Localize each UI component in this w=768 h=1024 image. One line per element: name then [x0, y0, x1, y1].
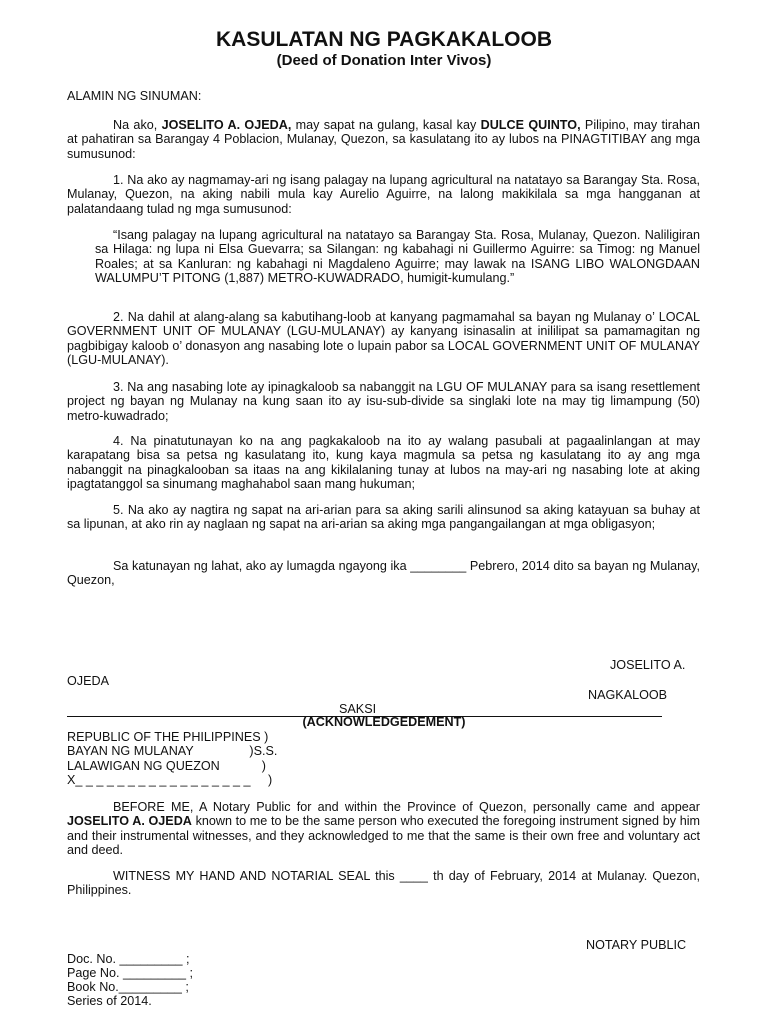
notary-public-label: NOTARY PUBLIC [586, 938, 687, 952]
item-5: 5. Na ako ay nagtira ng sapat na ari-arian para sa aking sarili alinsunod sa aking katayuan sa buhay at sa lipunan, at ako rin ay naglaan ng sapat na ari-arian sa aking mga pangangailangan at mga obligasyon; [67, 503, 700, 532]
venue-line: REPUBLIC OF THE PHILIPPINES ) [67, 730, 269, 744]
intro-paragraph [67, 118, 700, 161]
signatory-name-cont: OJEDA [67, 674, 109, 688]
intro-text: may sapat na gulang, kasal kay [291, 118, 481, 132]
series-year: Series of 2014. [67, 994, 152, 1008]
witness-label: SAKSI [339, 702, 377, 716]
venue-line: X_ _ _ _ _ _ _ _ _ _ _ _ _ _ _ _ _ ) [67, 773, 273, 787]
intro-text: Pilipino, may tirahan at pahatiran sa Barangay 4 Poblacion, Mulanay, Quezon, sa kasulatang ito ay lubos na PINAGTITIBAY ang mga sumusunod: [67, 118, 700, 161]
signatory-role: NAGKALOOB [588, 688, 668, 702]
ack-text: BEFORE ME, A Notary Public for and within the Province of Quezon, personally came and appear [113, 800, 700, 814]
spouse-name: DULCE QUINTO, [480, 118, 581, 132]
venue-line: BAYAN NG MULANAY )S.S. [67, 744, 278, 758]
appearing-party-name: JOSELITO A. OJEDA [67, 814, 192, 829]
acknowledgement-heading: (ACKNOWLEDGEDEMENT) [302, 715, 466, 729]
venue-line: LALAWIGAN NG QUEZON ) [67, 759, 266, 773]
document-subtitle: (Deed of Donation Inter Vivos) [276, 52, 492, 69]
item-1: 1. Na ako ay nagmamay-ari ng isang palagay na lupang agricultural na natatayo sa Barangay Sta. Rosa, Mulanay, Quezon, na aking nabili mula kay Aurelio Aguirre, na lalong makikilala sa mga hangganan at palatandaang tulad ng mga sumusunod: [67, 173, 700, 216]
document-title: KASULATAN NG PAGKAKALOOB [216, 28, 552, 51]
donor-name: JOSELITO A. OJEDA, [161, 118, 292, 132]
item-2: 2. Na dahil at alang-alang sa kabutihang-loob at kanyang pagmamahal sa bayan ng Mulanay o’ LOCAL GOVERNMENT UNIT OF MULANAY (LGU-MULANAY) ay kanyang isinasalin at inililipat sa pamamagitan ng pagbibigay kaloob o’ donasyon ang nasabing lote o lupain pabor sa LOCAL GOVERNMENT UNIT OF MULANAY (LGU-MULANAY). [67, 310, 700, 368]
doc-number: Doc. No. _________ ; [67, 952, 190, 966]
book-number: Book No._________ ; [67, 980, 189, 994]
property-description-quote: “Isang palagay na lupang agricultural na natatayo sa Barangay Sta. Rosa, Mulanay, Quezon. Naliligiran sa Hilaga: ng lupa ni Elsa Guevarra; sa Silangan: ng kabahagi ni Guillermo Aguirre: sa Timog: ng Manuel Roales; at sa Kanluran: ng kabahagi ni Magdaleno Aguirre; may lawak na ISANG LIBO WALONGDAAN WALUMPU’T PITONG (1,887) METRO-KUWADRADO, humigit-kumulang.” [95, 228, 700, 286]
ack-text: known to me to be the same person who executed the foregoing instrument signed by him and their instrumental witnesses, and they acknowledged to me that the same is their own free and voluntary act and deed. [67, 814, 700, 858]
intro-text: Na ako, [113, 118, 162, 132]
item-3: 3. Na ang nasabing lote ay ipinagkaloob sa nabanggit na LGU OF MULANAY para sa isang resettlement project ng bayan ng Mulanay na kung saan ito ay isu-sub-divide sa singlaki lote na may tig limampung (50) metro-kuwadrado; [67, 380, 700, 423]
signatory-name: JOSELITO A. [610, 658, 686, 672]
closing-paragraph: Sa katunayan ng lahat, ako ay lumagda ngayong ika ________ Pebrero, 2014 dito sa bayan ng Mulanay, Quezon, [67, 559, 700, 588]
witness-paragraph: WITNESS MY HAND AND NOTARIAL SEAL this ____ th day of February, 2014 at Mulanay. Quezon, Philippines. [67, 869, 700, 898]
salutation: ALAMIN NG SINUMAN: [67, 89, 202, 103]
acknowledgement-paragraph [67, 800, 700, 858]
page-number: Page No. _________ ; [67, 966, 194, 980]
item-4: 4. Na pinatutunayan ko na ang pagkakaloob na ito ay walang pasubali at pagaalinlangan at may karapatang bisa sa petsa ng kasulatang ito, kung kaya magmula sa petsa ng kasulatang ito ay ang mga nabanggit na pinagkalooban sa itaas na ang kikilalaning tunay at lubos na may-ari ng nasabing lote at aking ipagtatanggol sa sinumang maghahabol saan mang hukuman; [67, 434, 700, 492]
